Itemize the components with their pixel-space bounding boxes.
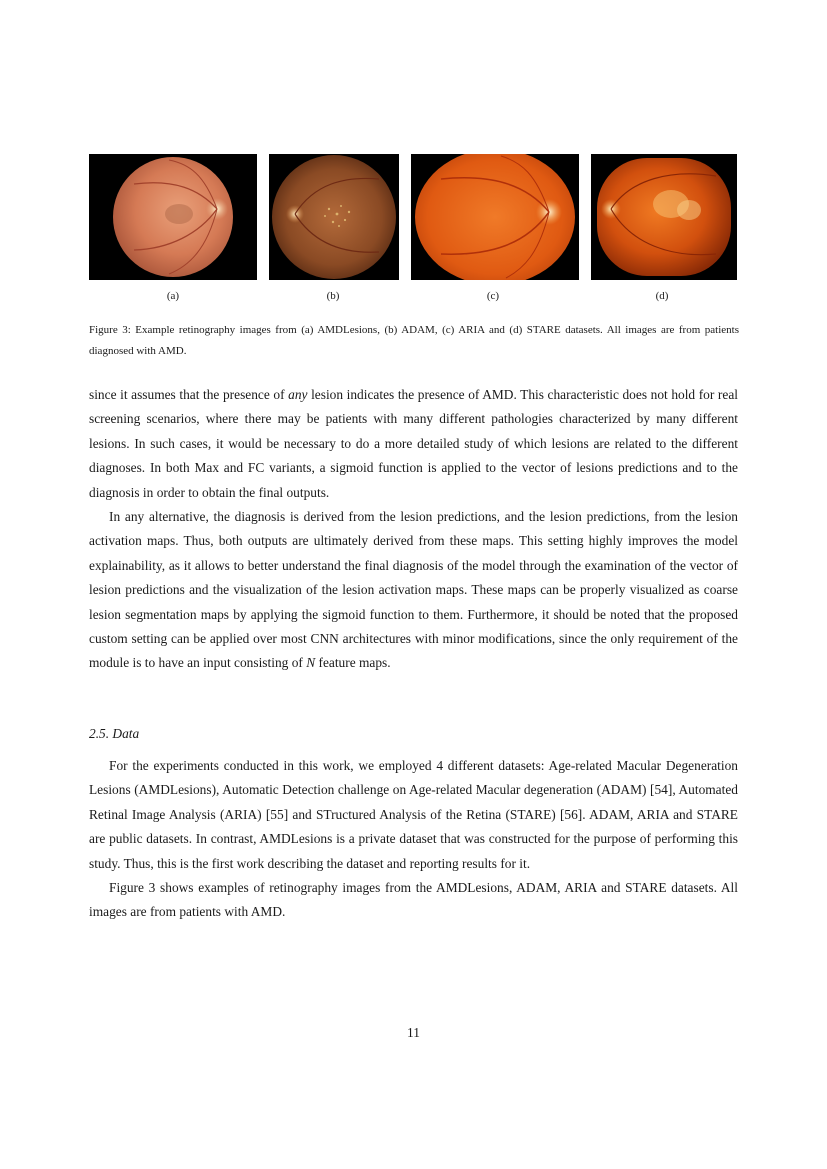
fundus-photo-c bbox=[411, 154, 579, 280]
subfigure-label-b: (b) bbox=[326, 290, 340, 302]
paragraph-2: In any alternative, the diagnosis is derived from the lesion predictions, and the lesion predictions, from the lesion activation maps. Thus, both outputs are ultimately derived from these maps. This setting highly improves the model explainability, as it allows to better understand the final diagnosis of the model through the examination of the vector of lesion predictions and the visualization of the lesion activation maps. These maps can be properly visualized as coarse lesion segmentation maps by applying the sigmoid function to them. Furthermore, it should be noted that the proposed custom setting can be applied over most CNN architectures with minor modifications, since the only requirement of the module is to have an input consisting of N feature maps. bbox=[89, 509, 738, 671]
body-paragraphs bbox=[89, 383, 738, 676]
fundus-photo-b bbox=[269, 154, 399, 280]
fundus-photo-a bbox=[89, 154, 257, 280]
section-heading: 2.5. Data bbox=[89, 726, 140, 741]
subfigure-label-c: (c) bbox=[486, 290, 500, 302]
retina-image-b bbox=[269, 154, 399, 280]
paragraph-1: since it assumes that the presence of any lesion indicates the presence of AMD. This characteristic does not hold for real screening scenarios, where there may be patients with many different pathologies characterized by many different lesions. In such cases, it would be necessary to do a more detailed study of which lesions are related to the different diagnoses. In both Max and FC variants, a sigmoid function is applied to the vector of lesions predictions and to the diagnosis in order to obtain the final outputs. bbox=[89, 387, 738, 500]
retina-image-a bbox=[89, 154, 257, 280]
figure-caption: Figure 3: Example retinography images from (a) AMDLesions, (b) ADAM, (c) ARIA and (d) STARE datasets. All images are from patients diagnosed with AMD. bbox=[89, 324, 739, 357]
paragraph-3: For the experiments conducted in this work, we employed 4 different datasets: Age-related Macular Degeneration Lesions (AMDLesions), Automatic Detection challenge on Age-related Macular degeneration (ADAM) [54], Automated Retinal Image Analysis (ARIA) [55] and STructured Analysis of the Retina (STARE) [56]. ADAM, ARIA and STARE are public datasets. In contrast, AMDLesions is a private dataset that was constructed for the purpose of performing this study. Thus, this is the first work describing the dataset and reporting results for it. bbox=[89, 758, 738, 871]
retina-image-c bbox=[411, 154, 579, 280]
section-paragraphs bbox=[89, 754, 738, 925]
subfigure-label-d: (d) bbox=[655, 290, 669, 302]
retina-image-d bbox=[591, 154, 737, 280]
page-number: 11 bbox=[407, 1025, 420, 1040]
fundus-photo-d bbox=[591, 154, 737, 280]
paragraph-4: Figure 3 shows examples of retinography images from the AMDLesions, ADAM, ARIA and STARE datasets. All images are from patients with AMD. bbox=[89, 880, 738, 920]
subfigure-label-a: (a) bbox=[166, 290, 180, 302]
figure-3 bbox=[89, 154, 739, 280]
